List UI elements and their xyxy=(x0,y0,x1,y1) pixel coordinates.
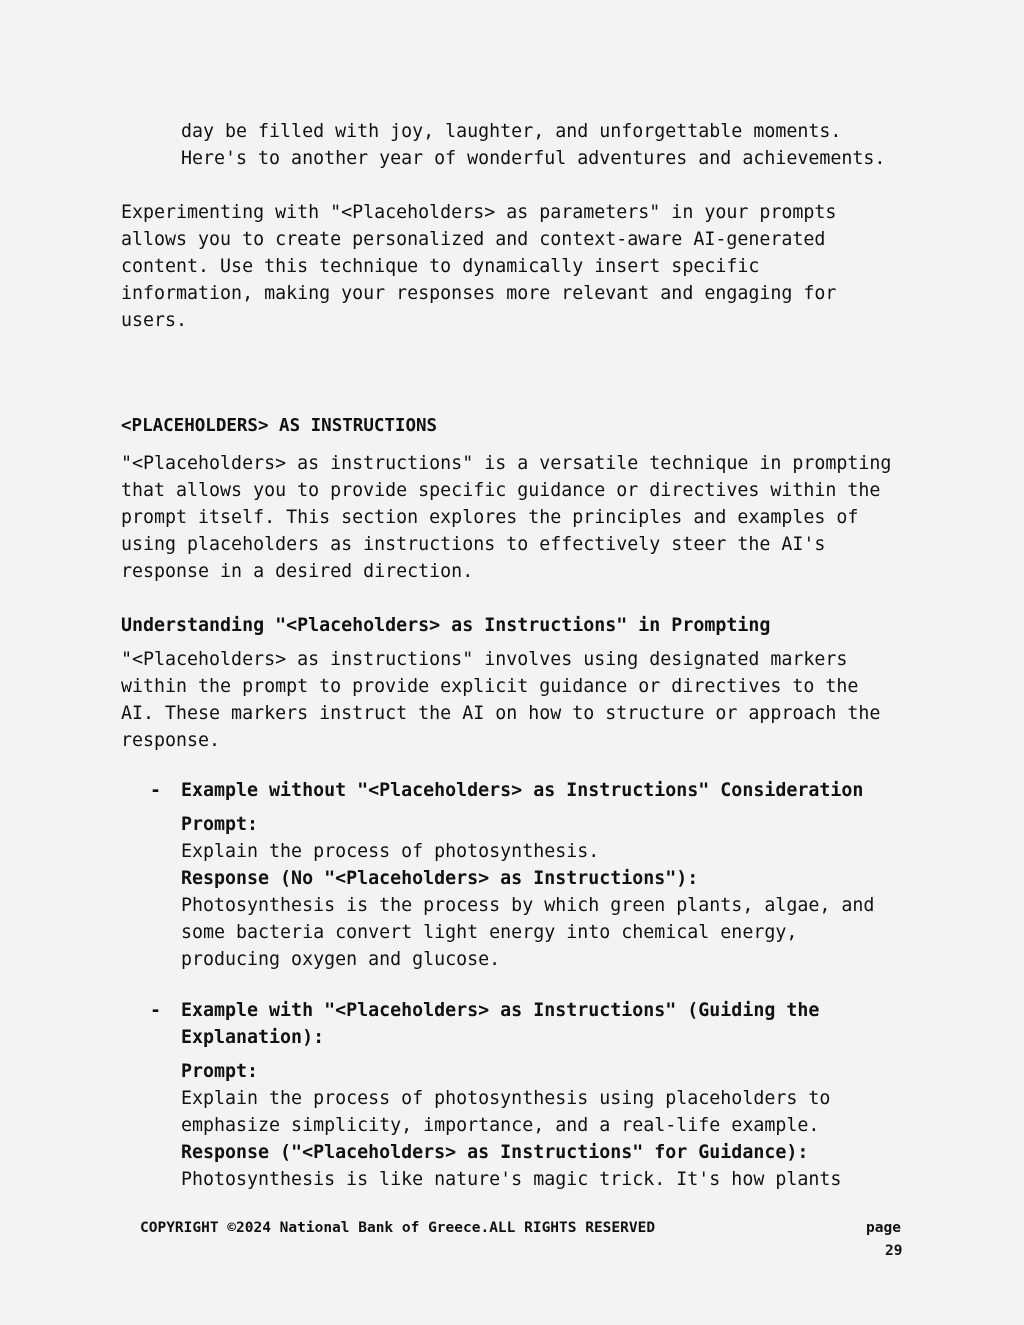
section-line-1: "<Placeholders> as instructions" is a versatile technique in prompting xyxy=(121,453,892,474)
example2-response-label: Response ("<Placeholders> as Instructions" for Guidance): xyxy=(181,1142,809,1163)
sub-line-3: AI. These markers instruct the AI on how to structure or approach the xyxy=(121,703,881,724)
sub-line-1: "<Placeholders> as instructions" involves using designated markers xyxy=(121,649,848,670)
example1-prompt-label: Prompt: xyxy=(181,814,259,835)
example2-title-line-1: Example with "<Placeholders> as Instructions" (Guiding the xyxy=(181,1000,820,1021)
intro-line-2: Here's to another year of wonderful adventures and achievements. xyxy=(181,148,886,169)
footer-copyright: COPYRIGHT ©2024 National Bank of Greece.ALL RIGHTS RESERVED xyxy=(140,1220,656,1236)
example2-title-line-2: Explanation): xyxy=(181,1027,325,1048)
section-line-2: that allows you to provide specific guidance or directives within the xyxy=(121,480,881,501)
footer-page-label: page xyxy=(866,1220,901,1236)
example1-response-line-3: producing oxygen and glucose. xyxy=(181,949,501,970)
example2-prompt-line-2: emphasize simplicity, importance, and a real-life example. xyxy=(181,1115,820,1136)
section-line-3: prompt itself. This section explores the principles and examples of xyxy=(121,507,859,528)
example1-response-label: Response (No "<Placeholders> as Instructions"): xyxy=(181,868,699,889)
summary-line-5: users. xyxy=(121,310,188,331)
footer-page-number: 29 xyxy=(885,1243,903,1259)
bullet-marker: - xyxy=(150,1000,162,1021)
example1-response-line-2: some bacteria convert light energy into chemical energy, xyxy=(181,922,798,943)
sub-line-4: response. xyxy=(121,730,221,751)
intro-line-1: day be filled with joy, laughter, and unforgettable moments. xyxy=(181,121,842,142)
summary-line-1: Experimenting with "<Placeholders> as parameters" in your prompts xyxy=(121,202,837,223)
bullet-marker: - xyxy=(150,780,162,801)
subheading: Understanding "<Placeholders> as Instructions" in Prompting xyxy=(121,615,771,636)
example1-response-line-1: Photosynthesis is the process by which green plants, algae, and xyxy=(181,895,875,916)
example2-response-line-1: Photosynthesis is like nature's magic trick. It's how plants xyxy=(181,1169,842,1190)
summary-line-2: allows you to create personalized and context-aware AI-generated xyxy=(121,229,826,250)
summary-line-4: information, making your responses more relevant and engaging for xyxy=(121,283,837,304)
section-line-5: response in a desired direction. xyxy=(121,561,474,582)
example1-prompt-text: Explain the process of photosynthesis. xyxy=(181,841,600,862)
section-heading: <PLACEHOLDERS> AS INSTRUCTIONS xyxy=(121,416,438,436)
section-line-4: using placeholders as instructions to effectively steer the AI's xyxy=(121,534,826,555)
sub-line-2: within the prompt to provide explicit guidance or directives to the xyxy=(121,676,859,697)
example2-prompt-label: Prompt: xyxy=(181,1061,259,1082)
example2-prompt-line-1: Explain the process of photosynthesis using placeholders to xyxy=(181,1088,831,1109)
summary-line-3: content. Use this technique to dynamically insert specific xyxy=(121,256,760,277)
example1-title: Example without "<Placeholders> as Instructions" Consideration xyxy=(181,780,864,801)
